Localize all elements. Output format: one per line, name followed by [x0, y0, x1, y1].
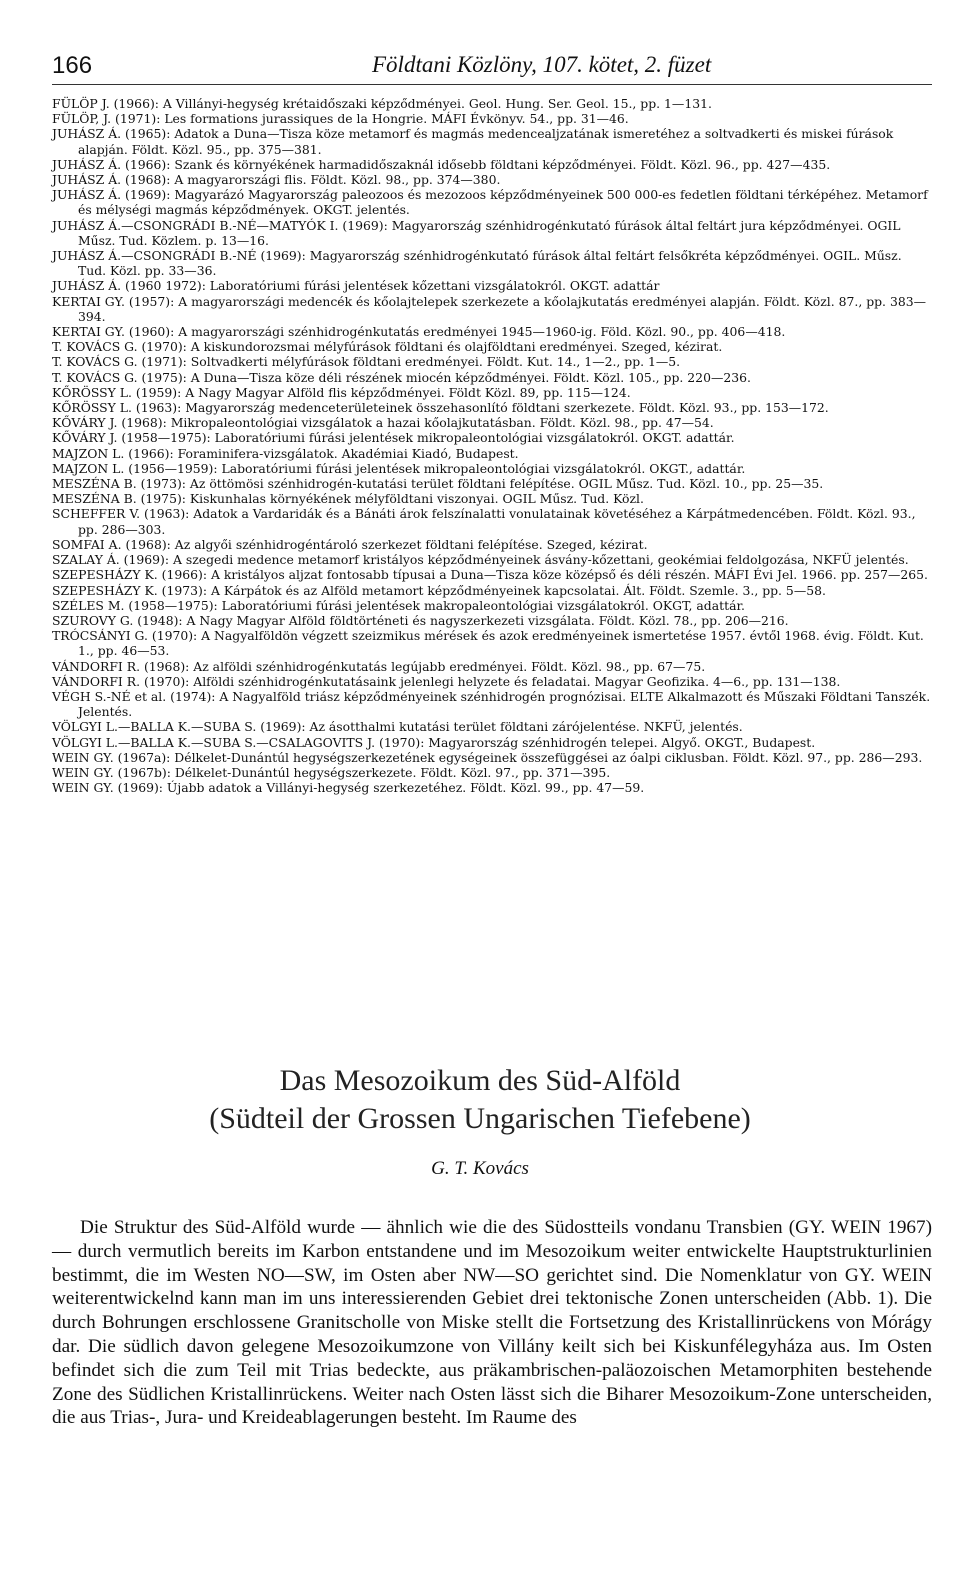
reference-item: MESZÉNA B. (1973): Az öttömösi szénhidrogén-kutatási terület földtani felépítése. OGIL Műsz. Tud. Közl. 10., pp. 25—35. — [52, 476, 824, 492]
reference-item: MAJZON L. (1966): Foraminifera-vizsgálatok. Akadémiai Kiadó, Budapest. — [52, 445, 519, 461]
reference-item: SZALAY Á. (1969): A szegedi medence metamorf kristályos képződményeinek ásvány-kőzettani, geokémiai feldolgozása, NKFÜ jelentés. — [52, 552, 909, 568]
reference-item: KŐRÖSSY L. (1963): Magyarország medenceterületeinek összehasonlító földtani szerkezete. Földt. Közl. 93., pp. 153—172. — [52, 400, 829, 416]
header-rule — [52, 84, 932, 85]
reference-item: JUHÁSZ Á. (1968): A magyarországi flis. Földt. Közl. 98., pp. 374—380. — [52, 172, 501, 188]
body-paragraph: Die Struktur des Süd-Alföld wurde — ähnlich wie die des Südostteils vondanu Transbien (GY. WEIN 1967) — durch vermutlich bereits im Karbon entstandene und im Mesozoikum weiter entwickelte Hauptstrukturlinien bestimmt, die im Westen NO—SW, im Osten aber NW—SO gerichtet sind. Die Nomenklatur von GY. WEIN weiterentwickelnd kann man im uns interessierenden Gebiet drei tektonische Zonen unterscheiden (Abb. 1). Die durch Bohrungen erschlossene Granitscholle von Miske stellt die Fortsetzung des Kristallinrückens von Mórágy dar. Die südlich davon gelegene Mesozoikumzone von Villány keilt sich bei Kiskunfélegyháza aus. Im Osten befindet sich die zum Teil mit Trias bedeckte, aus präkambrischen-paläozoischen Metamorphiten bestehende Zone des Südlichen Kristallinrückens. Weiter nach Osten lässt sich die Biharer Mesozoikum-Zone unterscheiden, die aus Trias-, Jura- und Kreideablagerungen besteht. Im Raume des — [52, 1217, 932, 1429]
reference-item: KERTAI GY. (1960): A magyarországi szénhidrogénkutatás eredményei 1945—1960-ig. Föld. Közl. 90., pp. 406—418. — [52, 324, 786, 340]
reference-item: WEIN GY. (1967b): Délkelet-Dunántúl hegységszerkezete. Földt. Közl. 97., pp. 371—395. — [52, 764, 611, 780]
journal-title: Földtani Közlöny, 107. kötet, 2. füzet — [372, 52, 712, 77]
reference-list — [52, 96, 932, 795]
page-header — [52, 52, 932, 92]
reference-item: JUHÁSZ Á. (1965): Adatok a Duna—Tisza köze metamorf és magmás medencealjzatának ismeretéhez a soltvadkerti és miskei fúrások alapján. Földt. Közl. 95., pp. 375—381. — [52, 126, 894, 157]
reference-item: VÉGH S.-NÉ et al. (1974): A Nagyalföld triász képződményeinek szénhidrogén prognózisai. ELTE Alkalmazott és Műszaki Földtani Tanszék. Jelentés. — [52, 688, 931, 720]
reference-item: T. KOVÁCS G. (1971): Soltvadkerti mélyfúrások földtani eredményei. Földt. Kut. 14., 1—2., pp. 1—5. — [52, 354, 681, 370]
article-title-line-2: (Südteil der Grossen Ungarischen Tiefebene) — [209, 1102, 751, 1135]
reference-item: VÖLGYI L.—BALLA K.—SUBA S. (1969): Az ásotthalmi kutatási terület földtani zárójelentése. NKFÜ, jelentés. — [52, 719, 743, 735]
article-title-line-1: Das Mesozoikum des Süd-Alföld — [279, 1064, 681, 1097]
reference-item: SOMFAI A. (1968): Az algyői szénhidrogéntároló szerkezet földtani felépítése. Szeged, kézirat. — [52, 536, 648, 552]
reference-item: SZÉLES M. (1958—1975): Laboratóriumi fúrási jelentések makropaleontológiai vizsgálatokról. OKGT, adattár. — [52, 597, 745, 613]
reference-item: SZEPESHÁZY K. (1966): A kristályos aljzat fontosabb típusai a Duna—Tisza köze középső és déli részén. MÁFI Évi Jel. 1966. pp. 257—265. — [52, 567, 928, 583]
reference-item: SCHEFFER V. (1963): Adatok a Vardaridák és a Bánáti árok felszínalatti vonulatainak követéséhez a Kárpátmedencében. Földt. Közl. 93., pp. 286—303. — [52, 506, 916, 537]
reference-item: WEIN GY. (1967a): Délkelet-Dunántúl hegységszerkezetének egységeinek összefüggései az óalpi ciklusban. Földt. Közl. 97., pp. 286—293. — [52, 749, 923, 765]
reference-item: JUHÁSZ Á.—CSONGRÁDI B.-NÉ (1969): Magyarország szénhidrogénkutató fúrások által feltárt felsőkréta képződményei. OGIL. Műsz. Tud. Közl. pp. 33—36. — [52, 248, 902, 279]
article-title — [0, 1062, 960, 1138]
reference-item: VÁNDORFI R. (1968): Az alföldi szénhidrogénkutatás legújabb eredményei. Földt. Közl. 98., pp. 67—75. — [52, 658, 706, 674]
reference-item: JUHÁSZ Á. (1966): Szank és környékének harmadidőszaknál idősebb földtani képződményei. Földt. Közl. 96., pp. 427—435. — [52, 156, 831, 172]
reference-item: VÖLGYI L.—BALLA K.—SUBA S.—CSALAGOVITS J. (1970): Magyarország szénhidrogén telepei. Algyő. OKGT., Budapest. — [52, 734, 816, 750]
reference-item: JUHÁSZ Á. (1960 1972): Laboratóriumi fúrási jelentések kőzettani vizsgálatokról. OKGT. adattár — [52, 278, 660, 294]
reference-item: KŐVÁRY J. (1958—1975): Laboratóriumi fúrási jelentések mikropaleontológiai vizsgálatokról. OKGT. adattár. — [52, 430, 735, 446]
reference-item: JUHÁSZ Á. (1969): Magyarázó Magyarország paleozoos és mezozoos képződményeinek 500 000-es fedetlen földtani térképéhez. Metamorf és mélységi magmás képződmények. OKGT. jelentés. — [52, 187, 928, 218]
article-author: G. T. Kovács — [431, 1158, 529, 1179]
reference-item: MESZÉNA B. (1975): Kiskunhalas környékének mélyföldtani viszonyai. OGIL Műsz. Tud. Közl. — [52, 491, 644, 507]
reference-item: WEIN GY. (1969): Újabb adatok a Villányi-hegység szerkezetéhez. Földt. Közl. 99., pp. 47—59. — [52, 780, 645, 796]
reference-item: KERTAI GY. (1957): A magyarországi medencék és kőolajtelepek szerkezete a kőolajkutatás eredményei alapján. Földt. Közl. 87., pp. 383—394. — [52, 293, 926, 324]
reference-item: FÜLÖP J. (1966): A Villányi-hegység krétaidőszaki képződményei. Geol. Hung. Ser. Geol. 15., pp. 1—131. — [52, 96, 712, 111]
reference-item: TRÓCSÁNYI G. (1970): A Nagyalföldön végzett szeizmikus mérések és azok eredményeinek ismertetése 1957. évtől 1968. évig. Földt. Kut. 1., pp. 46—53. — [52, 628, 924, 659]
reference-item: T. KOVÁCS G. (1970): A kiskundorozsmai mélyfúrások földtani és olajföldtani eredményei. Szeged, kézirat. — [52, 339, 723, 355]
reference-item: FÜLÖP, J. (1971): Les formations jurassiques de la Hongrie. MÁFI Évkönyv. 54., pp. 31—46. — [52, 111, 629, 127]
reference-item: T. KOVÁCS G. (1975): A Duna—Tisza köze déli részének miocén képződményei. Földt. Közl. 105., pp. 220—236. — [52, 369, 751, 385]
reference-item: VÁNDORFI R. (1970): Alföldi szénhidrogénkutatásaink jelenlegi helyzete és feladatai. Magyar Geofizika. 4—6., pp. 131—138. — [52, 673, 841, 689]
reference-item: SZEPESHÁZY K. (1973): A Kárpátok és az Alföld metamort képződményeinek kapcsolatai. Ált. Földt. Szemle. 3., pp. 5—58. — [52, 582, 826, 598]
page-number: 166 — [52, 52, 93, 79]
article-body — [52, 1216, 932, 1430]
reference-item: KŐVÁRY J. (1968): Mikropaleontológiai vizsgálatok a hazai kőolajkutatásban. Földt. Közl. 98., pp. 47—54. — [52, 415, 714, 431]
reference-item: MAJZON L. (1956—1959): Laboratóriumi fúrási jelentések mikropaleontológiai vizsgálatokról. OKGT., adattár. — [52, 460, 746, 476]
reference-item: SZUROVY G. (1948): A Nagy Magyar Alföld földtörténeti és nagyszerkezeti vizsgálata. Földt. Közl. 78., pp. 206—216. — [52, 612, 789, 628]
reference-item: KŐRÖSSY L. (1959): A Nagy Magyar Alföld flis képződményei. Földt Közl. 89, pp. 115—124. — [52, 384, 631, 400]
reference-item: JUHÁSZ Á.—CSONGRÁDI B.-NÉ—MATYÓK I. (1969): Magyarország szénhidrogénkutató fúrások által feltárt jura képződményei. OGIL Műsz. Tud. Közlem. p. 13—16. — [52, 217, 901, 248]
